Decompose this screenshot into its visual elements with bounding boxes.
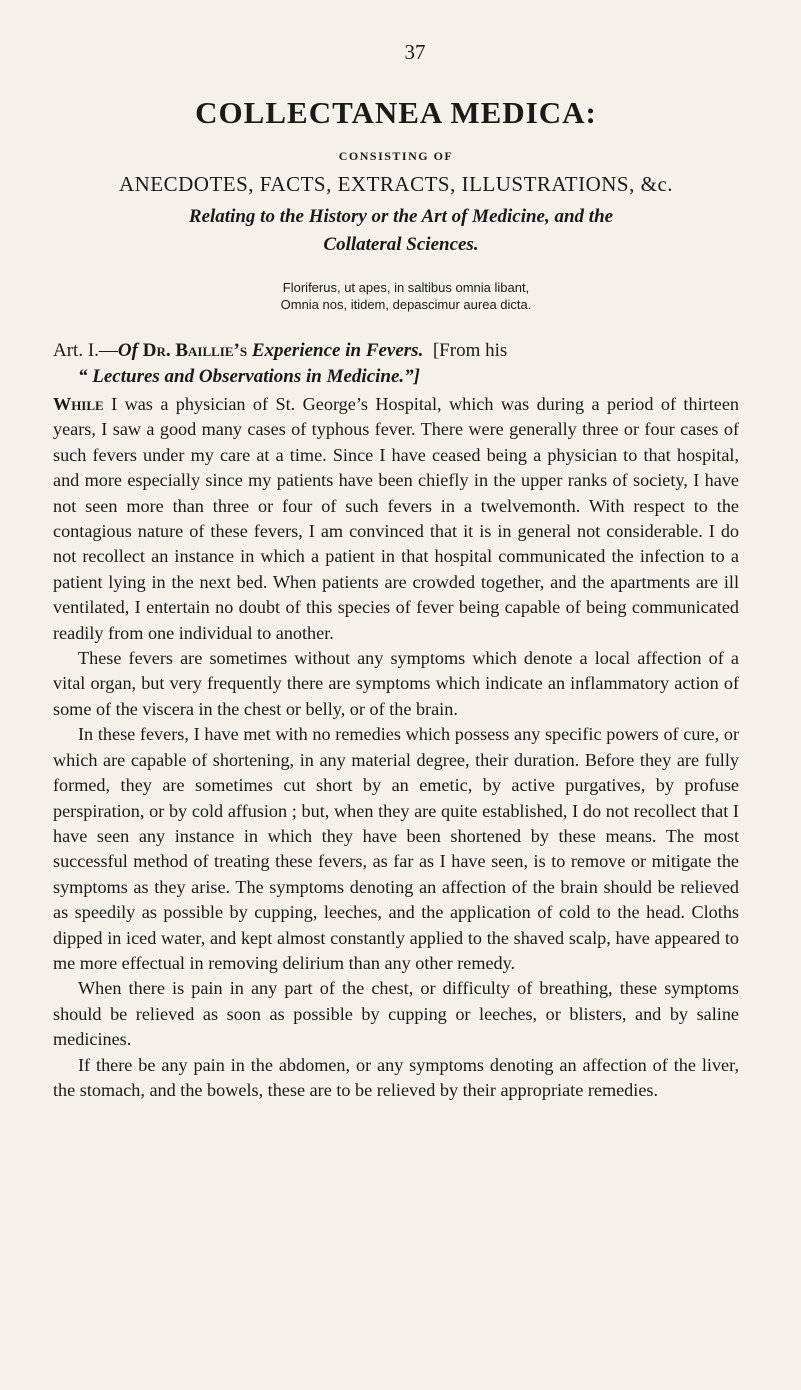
article-author: Dr. Baillie’s <box>142 340 248 361</box>
article-source-open: [From his <box>432 340 508 361</box>
paragraph-2: These fevers are sometimes without any symptoms which denote a local affection of a vital organ, but very frequently there are symptoms which indicate an inflammatory action of some of the viscera in the chest or belly, or of the brain. <box>53 648 739 719</box>
epigraph-line-2: Omnia nos, itidem, depascimur aurea dicta. <box>280 297 532 312</box>
paragraph-1 <box>53 392 739 646</box>
epigraph-line-1: Floriferus, ut apes, in saltibus omnia libant, <box>282 280 530 295</box>
article-heading <box>53 338 739 364</box>
paragraph-4: When there is pain in any part of the chest, or difficulty of breathing, these symptoms should be relieved as soon as possible by cupping or leeches, or blisters, and by saline medicines. <box>53 978 739 1050</box>
relating-line-2: Collateral Sciences. <box>323 234 479 255</box>
main-title: COLLECTANEA MEDICA: <box>195 95 597 130</box>
consisting-of-label: CONSISTING OF <box>338 149 454 163</box>
paragraph-3: In these fevers, I have met with no remedies which possess any specific powers of cure, or which are capable of shortening, in any material degree, their duration. Before they are fully formed, they are sometimes cut short by an emetic, by active purgatives, by profuse perspiration, or by cold affusion ; but, when they are quite established, I do not recollect that I have seen any instance in which they have been shortened by these means. The most successful method of treating these fevers, as far as I have seen, is to remove or mitigate the symptoms as they arise. The symptoms denoting an affection of the brain should be relieved as speedily as possible by cupping, leeches, and the application of cold to the head. Cloths dipped in iced water, and kept almost constantly applied to the shaved scalp, have appeared to me more effectual in removing delirium than any other remedy. <box>53 724 739 973</box>
paragraph-1-lead: While <box>53 394 104 414</box>
subtitle: ANECDOTES, FACTS, EXTRACTS, ILLUSTRATIONS, &c. <box>118 172 674 196</box>
page-number: 37 <box>404 40 426 64</box>
article-title-post: Experience in Fevers. <box>251 340 424 361</box>
article-title-pre: Of <box>117 340 138 361</box>
article-source-title: “ Lectures and Observations in Medicine.”] <box>78 366 420 387</box>
paragraph-1-text: I was a physician of St. George’s Hospital, which was during a period of thirteen years, I saw a good many cases of typhous fever. There were generally three or four cases of such fevers under my care at a time. Since I have ceased being a physician to that hospital, and more especially since my patients have been chiefly in the upper ranks of society, I have not seen more than three or four of such fevers in a twelvemonth. With respect to the contagious nature of these fevers, I am convinced that it is in general not considerable. I do not recollect an instance in which a patient in that hospital communicated the infection to a patient lying in the next bed. When patients are crowded together, and the apartments are ill ventilated, I entertain no doubt of this species of fever being capable of being communicated readily from one individual to another. <box>53 394 739 643</box>
relating-line-1: Relating to the History or the Art of Medicine, and the <box>188 206 614 227</box>
paragraph-5: If there be any pain in the abdomen, or any symptoms denoting an affection of the liver, the stomach, and the bowels, these are to be relieved by their appropriate remedies. <box>53 1054 739 1100</box>
article-number: Art. I.— <box>53 340 118 361</box>
epigraph <box>53 279 739 313</box>
relating-line <box>53 203 739 259</box>
